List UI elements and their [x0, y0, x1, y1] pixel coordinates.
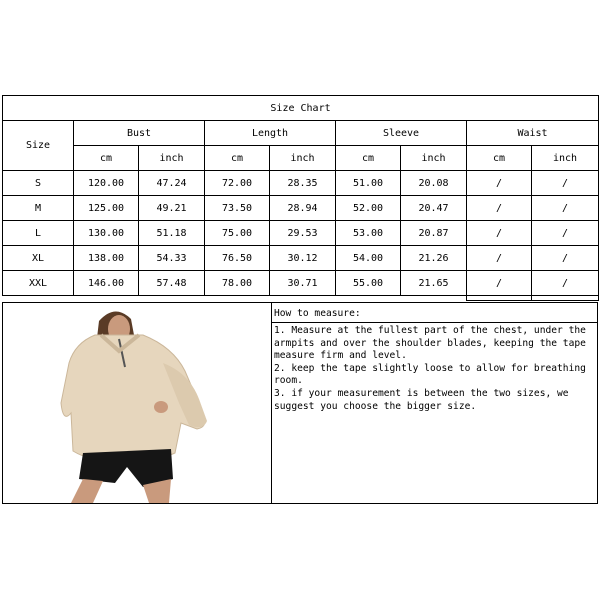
table-cell: / — [532, 221, 599, 246]
table-cell: 53.00 — [336, 221, 401, 246]
table-cell: / — [467, 271, 532, 296]
measure-step: 3. if your measurement is between the two sizes, we suggest you choose the bigger size. — [274, 387, 569, 412]
how-to-measure-heading: How to measure: — [272, 303, 597, 323]
table-trailer-row — [3, 296, 599, 301]
table-cell: 52.00 — [336, 196, 401, 221]
group-header-waist: Waist — [467, 121, 599, 146]
size-chart-table — [2, 95, 599, 301]
unit-header: inch — [401, 146, 467, 171]
trailer-blank — [3, 296, 467, 301]
size-label: L — [3, 221, 74, 246]
table-cell: 29.53 — [270, 221, 336, 246]
measure-step: 1. Measure at the fullest part of the chest, under the armpits and over the shoulder blades, keeping the tape measure firm and level. — [274, 325, 586, 362]
table-cell: 51.00 — [336, 171, 401, 196]
measure-step: 2. keep the tape slightly loose to allow for breathing room. — [274, 362, 586, 387]
table-cell: 72.00 — [205, 171, 270, 196]
how-to-measure-section — [272, 303, 597, 503]
table-cell: / — [467, 196, 532, 221]
table-cell: / — [467, 171, 532, 196]
table-cell: 28.94 — [270, 196, 336, 221]
table-cell: 51.18 — [139, 221, 205, 246]
table-cell: 55.00 — [336, 271, 401, 296]
table-cell: 73.50 — [205, 196, 270, 221]
how-to-measure-steps — [272, 323, 597, 415]
table-cell: / — [532, 271, 599, 296]
size-header: Size — [3, 121, 74, 171]
unit-header: inch — [139, 146, 205, 171]
table-cell: 49.21 — [139, 196, 205, 221]
info-panel — [2, 302, 598, 504]
size-label: M — [3, 196, 74, 221]
size-label: S — [3, 171, 74, 196]
table-cell: 76.50 — [205, 246, 270, 271]
table-cell: / — [532, 171, 599, 196]
unit-header: cm — [467, 146, 532, 171]
table-cell: / — [467, 221, 532, 246]
table-cell: 75.00 — [205, 221, 270, 246]
table-cell: 54.33 — [139, 246, 205, 271]
table-cell: 138.00 — [74, 246, 139, 271]
product-photo — [3, 303, 272, 503]
table-row — [3, 221, 599, 246]
table-row — [3, 196, 599, 221]
table-cell: 120.00 — [74, 171, 139, 196]
trailer-cell — [532, 296, 599, 301]
table-cell: 130.00 — [74, 221, 139, 246]
chart-title: Size Chart — [3, 96, 599, 121]
table-cell: 20.08 — [401, 171, 467, 196]
table-cell: 125.00 — [74, 196, 139, 221]
table-cell: 57.48 — [139, 271, 205, 296]
group-header-bust: Bust — [74, 121, 205, 146]
table-cell: 21.26 — [401, 246, 467, 271]
size-label: XXL — [3, 271, 74, 296]
table-cell: / — [467, 246, 532, 271]
trailer-cell — [467, 296, 532, 301]
unit-header: inch — [532, 146, 599, 171]
table-cell: 28.35 — [270, 171, 336, 196]
unit-header: cm — [74, 146, 139, 171]
table-cell: 146.00 — [74, 271, 139, 296]
unit-header: cm — [336, 146, 401, 171]
table-cell: 47.24 — [139, 171, 205, 196]
group-header-sleeve: Sleeve — [336, 121, 467, 146]
table-row — [3, 171, 599, 196]
unit-header: inch — [270, 146, 336, 171]
table-row — [3, 271, 599, 296]
size-label: XL — [3, 246, 74, 271]
table-cell: 54.00 — [336, 246, 401, 271]
table-cell: 20.47 — [401, 196, 467, 221]
table-cell: 30.12 — [270, 246, 336, 271]
table-cell: 30.71 — [270, 271, 336, 296]
table-cell: / — [532, 196, 599, 221]
table-row — [3, 246, 599, 271]
model-sweatshirt-illustration — [3, 303, 271, 503]
table-cell: 78.00 — [205, 271, 270, 296]
table-cell: / — [532, 246, 599, 271]
group-header-length: Length — [205, 121, 336, 146]
unit-header: cm — [205, 146, 270, 171]
table-cell: 20.87 — [401, 221, 467, 246]
table-cell: 21.65 — [401, 271, 467, 296]
